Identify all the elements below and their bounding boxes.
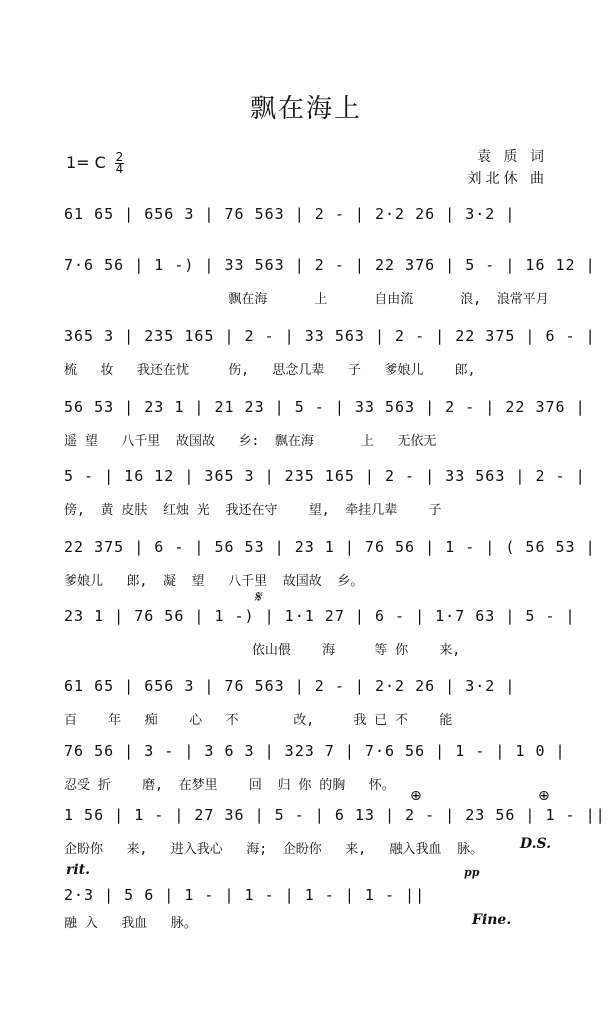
time-signature xyxy=(115,152,124,175)
notation-line: 56 53 | 23 1 | 21 23 | 5 - | 33 563 | 2 - | 22 376 | xyxy=(64,398,586,416)
pp-mark: pp xyxy=(464,866,480,879)
lyric-line: 爹娘儿 郎, 凝 望 八千里 故国故 乡。 xyxy=(64,574,364,589)
lyric-line: 融 入 我血 脉。 xyxy=(64,916,197,931)
time-sig-top: 2 xyxy=(115,150,124,164)
notation-line: 61 65 | 656 3 | 76 563 | 2 - | 2·2 26 | 3·2 | xyxy=(64,205,516,223)
fine-mark: Fine. xyxy=(472,912,512,928)
lyric-line: 企盼你 来, 进入我心 海; 企盼你 来, 融入我血 脉。 xyxy=(64,842,484,857)
lyric-line: 傍, 黄 皮肤 红烛 光 我还在守 望, 牵挂几辈 子 xyxy=(64,503,442,518)
notation-line: 5 - | 16 12 | 365 3 | 235 165 | 2 - | 33 563 | 2 - | xyxy=(64,467,586,485)
lyric-line: 梳 妆 我还在忧 伤, 思念几辈 子 爹娘儿 郎, xyxy=(64,363,476,378)
key-signature xyxy=(66,152,124,175)
page-title: 飘在海上 xyxy=(249,94,362,124)
lyric-line: 百 年 痴 心 不 改, 我 已 不 能 xyxy=(64,713,453,728)
lyric-line: 飘在海 上 自由流 浪, 浪常平月 xyxy=(64,292,549,307)
time-sig-bottom: 4 xyxy=(115,162,124,176)
coda-sign: ⊕ xyxy=(538,788,550,804)
ds-mark: D.S. xyxy=(520,836,552,852)
notation-line: 61 65 | 656 3 | 76 563 | 2 - | 2·2 26 | 3·2 | xyxy=(64,677,516,695)
notation-line: 1 56 | 1 - | 27 36 | 5 - | 6 13 | 2 - | 23 56 | 1 - || xyxy=(64,806,606,824)
key-label: 1= C xyxy=(66,153,106,172)
notation-line: 76 56 | 3 - | 3 6 3 | 323 7 | 7·6 56 | 1 - | 1 0 | xyxy=(64,742,566,760)
composer-credit: 刘北休 曲 xyxy=(467,171,548,187)
rit-mark: rit. xyxy=(66,862,91,878)
lyricist-credit: 袁 质 词 xyxy=(477,149,548,165)
notation-line: 22 375 | 6 - | 56 53 | 23 1 | 76 56 | 1 - | ( 56 53 | xyxy=(64,538,596,556)
coda-sign: ⊕ xyxy=(410,788,422,804)
notation-line: 23 1 | 76 56 | 1 -) | 1·1 27 | 6 - | 1·7 63 | 5 - | xyxy=(64,607,576,625)
lyric-line: 遥 望 八千里 故国故 乡: 飘在海 上 无依无 xyxy=(64,434,437,449)
lyric-line: 依山偎 海 等 你 来, xyxy=(64,643,461,658)
notation-line: 7·6 56 | 1 -) | 33 563 | 2 - | 22 376 | 5 - | 16 12 | xyxy=(64,256,596,274)
segno-sign: 𝄋 xyxy=(254,587,261,606)
notation-line: 2·3 | 5 6 | 1 - | 1 - | 1 - | 1 - || xyxy=(64,886,426,904)
lyric-line: 忍受 折 磨, 在梦里 回 归 你 的胸 怀。 xyxy=(64,778,395,793)
notation-line: 365 3 | 235 165 | 2 - | 33 563 | 2 - | 22 375 | 6 - | xyxy=(64,327,596,345)
